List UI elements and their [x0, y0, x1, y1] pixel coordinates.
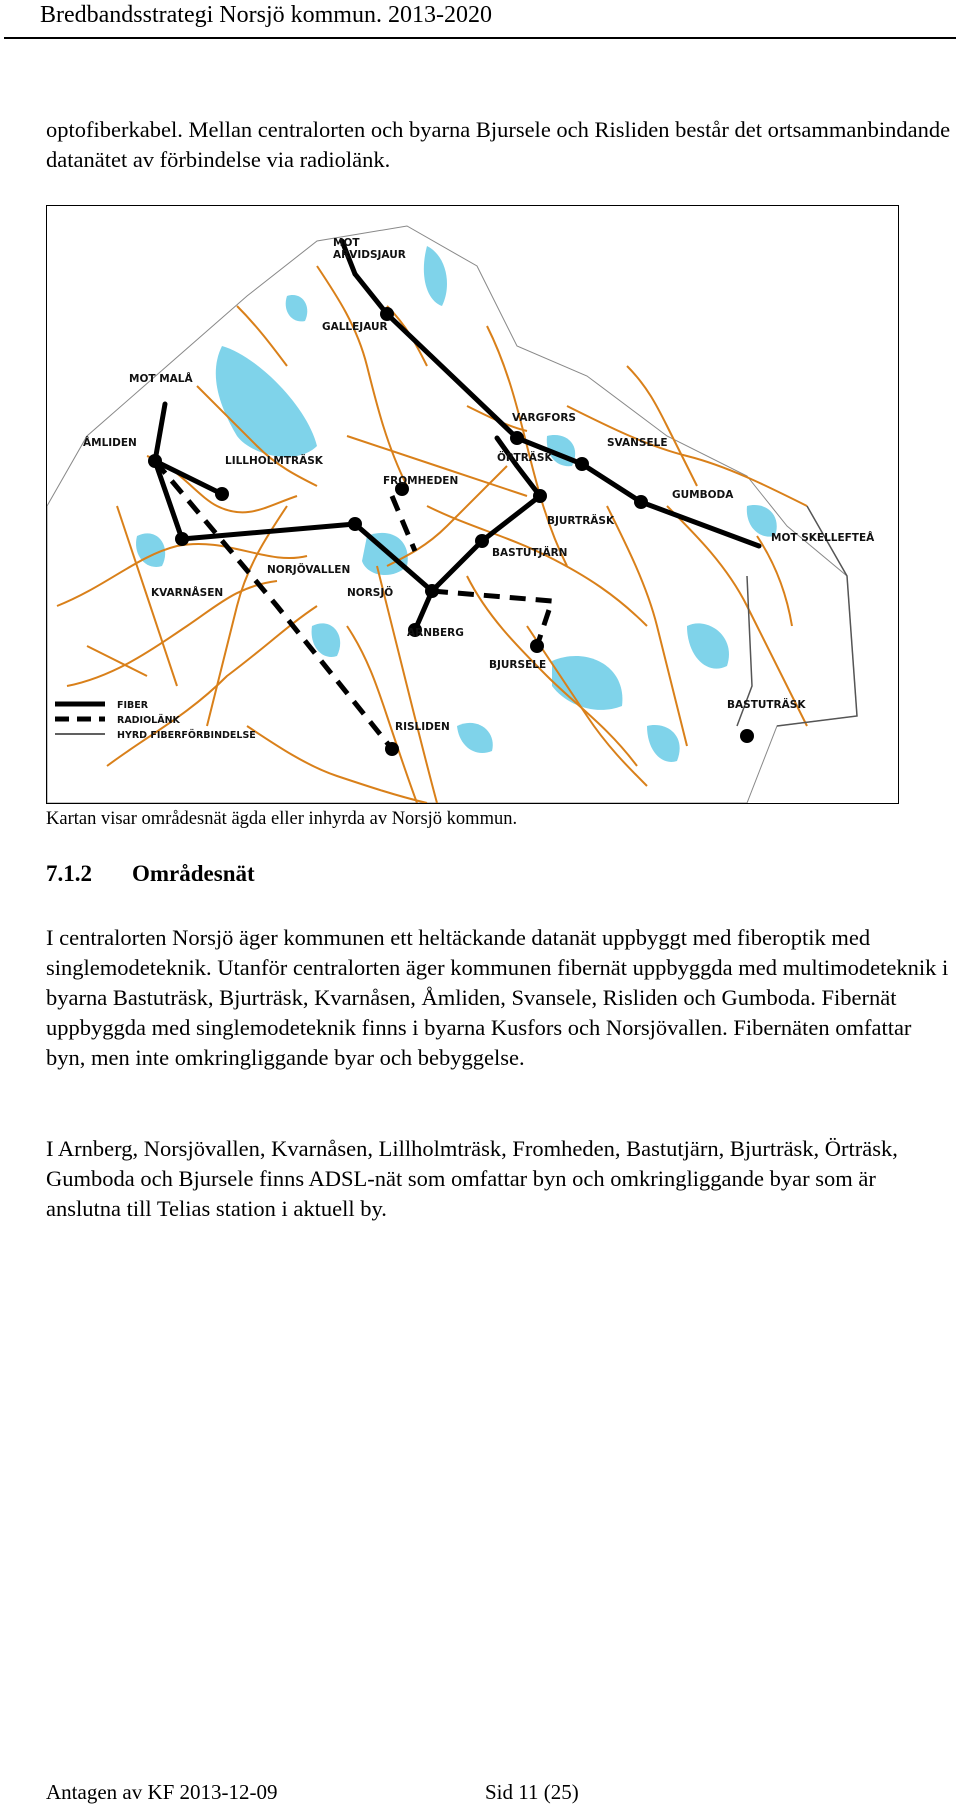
footer-page-number: Sid 11 (25) — [485, 1780, 579, 1804]
section-title: Områdesnät — [132, 861, 255, 886]
label-amliden: ÅMLIDEN — [83, 437, 137, 449]
footer-adopted: Antagen av KF 2013-12-09 — [46, 1780, 278, 1804]
label-norsjo: NORSJÖ — [347, 587, 394, 599]
intro-paragraph: optofiberkabel. Mellan centralorten och byarna Bjursele och Risliden består det ortsammanbindande datanätet av förbindelse via radiolänk. — [46, 117, 951, 172]
legend-fiber-label: FIBER — [117, 700, 149, 711]
label-mot-arvidsjaur-1: MOT — [333, 237, 360, 249]
header-divider — [4, 37, 956, 39]
label-bastutjarn: BASTUTJÄRN — [492, 547, 568, 559]
body-paragraph-1: I centralorten Norsjö äger kommunen ett heltäckande datanät uppbyggt med fiberoptik med singlemodeteknik. Utanför centralorten äger kommunen fibernät uppbyggda med multimodeteknik i byarna Bastuträsk, Bjurträsk, Kvarnåsen, Åmliden, Svansele, Risliden och Gumboda. Fibernät uppbyggda med singlemodeteknik finns i byarna Kusfors och Norsjövallen. Fibernäten omfattar byn, men inte omkringliggande byar och bebyggelse. — [46, 925, 949, 1070]
label-bjursele: BJURSELE — [489, 659, 547, 671]
label-kvarnasen: KVARNÅSEN — [151, 587, 224, 599]
label-vargfors: VARGFORS — [512, 412, 576, 424]
network-map — [46, 205, 899, 804]
label-mot-arvidsjaur: ARVIDSJAUR — [333, 249, 406, 261]
label-svansele: SVANSELE — [607, 437, 668, 449]
body-paragraph-2: I Arnberg, Norsjövallen, Kvarnåsen, Lillholmträsk, Fromheden, Bastutjärn, Bjurträsk, Örträsk, Gumboda och Bjursele finns ADSL-nät som omfattar byn och omkringliggande byar som är anslutna till Telias station i aktuell by. — [46, 1136, 898, 1221]
label-ortrask: ÖRTRÄSK — [497, 452, 553, 464]
legend-hyrd-label: HYRD FIBERFÖRBINDELSE — [117, 730, 256, 741]
label-mot-mala: MOT MALÅ — [129, 373, 193, 385]
label-bastutrask: BASTUTRÄSK — [727, 699, 806, 711]
legend-radiolank-label: RADIOLÄNK — [117, 715, 180, 726]
label-mot-skelleftea: MOT SKELLEFTEÅ — [771, 532, 875, 544]
label-gallejaur: GALLEJAUR — [322, 321, 388, 333]
label-risliden: RISLIDEN — [395, 721, 450, 733]
label-fromheden: FROMHEDEN — [383, 475, 459, 487]
network-map-graphic — [47, 206, 898, 803]
label-norjovallen: NORJÖVALLEN — [267, 564, 351, 576]
label-lillholmtrask: LILLHOLMTRÄSK — [225, 455, 323, 467]
label-gumboda: GUMBODA — [672, 489, 734, 501]
label-bjurtrask: BJURTRÄSK — [547, 515, 615, 527]
label-arnberg: ARNBERG — [407, 627, 464, 639]
section-number: 7.1.2 — [46, 861, 92, 886]
map-caption: Kartan visar områdesnät ägda eller inhyrda av Norsjö kommun. — [46, 809, 518, 829]
page-header: Bredbandsstrategi Norsjö kommun. 2013-2020 — [40, 2, 492, 28]
